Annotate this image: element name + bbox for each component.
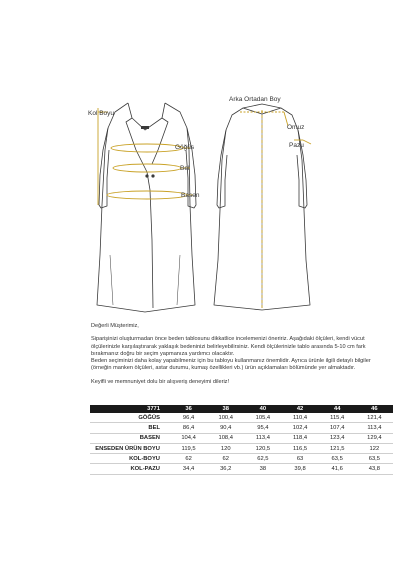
table-cell: 95,4 bbox=[244, 423, 281, 433]
table-cell: 116,5 bbox=[281, 443, 318, 453]
gogus-guide bbox=[111, 144, 183, 152]
note-greeting: Değerli Müşterimiz, bbox=[91, 323, 139, 329]
table-row bbox=[90, 423, 393, 433]
table-cell: 122 bbox=[356, 443, 393, 453]
table-cell: 86,4 bbox=[170, 423, 207, 433]
label-pazu: Pazu bbox=[289, 142, 304, 149]
table-cell: 123,4 bbox=[319, 433, 356, 443]
table-row bbox=[90, 433, 393, 443]
table-cell: 105,4 bbox=[244, 413, 281, 423]
table-cell: 107,4 bbox=[319, 423, 356, 433]
table-cell: 120,5 bbox=[244, 443, 281, 453]
table-row bbox=[90, 454, 393, 464]
table-cell: 118,4 bbox=[281, 433, 318, 443]
note-paragraph-1: Siparişinizi oluşturmadan önce beden tablosunu dikkatlice incelemenizi öneririz. Aşağıdaki ölçüleri, kendi vücut ölçülerinizle karşılaştırarak yaklaşık bedeninizi belirleyebilirsiniz. Kendi ölçülerinizle tablo arasında 5-10 cm fark bırakmanız doğru bir seçim yapmanıza yardımcı olacaktır. bbox=[91, 336, 366, 357]
table-cell: 113,4 bbox=[356, 423, 393, 433]
table-cell: 110,4 bbox=[281, 413, 318, 423]
table-cell: 102,4 bbox=[281, 423, 318, 433]
front-measurement-guides bbox=[98, 108, 193, 205]
header-size: 42 bbox=[281, 405, 318, 413]
table-cell: 63,5 bbox=[319, 454, 356, 464]
basen-guide bbox=[107, 191, 187, 199]
row-label: KOL-BOYU bbox=[90, 454, 170, 464]
table-cell: 63,5 bbox=[356, 454, 393, 464]
row-label: BASEN bbox=[90, 433, 170, 443]
size-chart-table bbox=[90, 405, 393, 475]
table-row bbox=[90, 464, 393, 474]
row-label: ENSEDEN ÜRÜN BOYU bbox=[90, 443, 170, 453]
table-cell: 62 bbox=[207, 454, 244, 464]
table-row bbox=[90, 413, 393, 423]
row-label: GÖĞÜS bbox=[90, 413, 170, 423]
label-basen: Basen bbox=[181, 192, 200, 199]
front-closure-line bbox=[147, 172, 153, 308]
size-chart-header-row bbox=[90, 405, 393, 413]
table-cell: 96,4 bbox=[170, 413, 207, 423]
table-cell: 129,4 bbox=[356, 433, 393, 443]
table-cell: 113,4 bbox=[244, 433, 281, 443]
label-gogus: Göğüs bbox=[175, 144, 195, 151]
table-cell: 36,2 bbox=[207, 464, 244, 474]
table-cell: 39,8 bbox=[281, 464, 318, 474]
table-cell: 38 bbox=[244, 464, 281, 474]
header-model-code: 3771 bbox=[90, 405, 170, 413]
table-cell: 121,5 bbox=[319, 443, 356, 453]
row-label: BEL bbox=[90, 423, 170, 433]
front-lapel-tab bbox=[141, 126, 149, 129]
table-cell: 63 bbox=[281, 454, 318, 464]
table-cell: 121,4 bbox=[356, 413, 393, 423]
label-kol-boyu: Kol Boyu bbox=[88, 110, 115, 117]
table-cell: 90,4 bbox=[207, 423, 244, 433]
table-cell: 41,6 bbox=[319, 464, 356, 474]
bel-guide bbox=[113, 164, 181, 172]
back-measurement-guides bbox=[240, 110, 311, 310]
front-button-1 bbox=[151, 174, 154, 177]
table-cell: 104,4 bbox=[170, 433, 207, 443]
table-cell: 62 bbox=[170, 454, 207, 464]
table-row bbox=[90, 443, 393, 453]
label-omuz: Omuz bbox=[287, 124, 305, 131]
header-size: 38 bbox=[207, 405, 244, 413]
front-lapel-right bbox=[152, 103, 168, 164]
customer-note bbox=[91, 323, 391, 386]
header-size: 46 bbox=[356, 405, 393, 413]
coat-front-view bbox=[97, 103, 196, 312]
table-cell: 108,4 bbox=[207, 433, 244, 443]
label-arka-ortadan-boy: Arka Ortadan Boy bbox=[229, 96, 281, 103]
table-cell: 62,5 bbox=[244, 454, 281, 464]
note-closing: Keyifli ve memnuniyet dolu bir alışveriş deneyimi dileriz! bbox=[91, 378, 230, 385]
header-size: 40 bbox=[244, 405, 281, 413]
note-paragraph-2: Beden seçiminizi daha kolay yapabilmeniz için bu tabloyu kullanmanız önemlidir. Ayrıca ürünle ilgili detaylı bilgiler (örneğin manken ölçüleri, astar durumu, kumaş özellikleri vb.) ürün açıklamaları bölümünde yer almaktadır. bbox=[91, 358, 371, 372]
header-size: 36 bbox=[170, 405, 207, 413]
table-cell: 119,5 bbox=[170, 443, 207, 453]
table-cell: 120 bbox=[207, 443, 244, 453]
pazu-leader bbox=[303, 140, 311, 144]
front-lapel-left bbox=[126, 103, 147, 172]
table-cell: 100,4 bbox=[207, 413, 244, 423]
table-cell: 43,8 bbox=[356, 464, 393, 474]
row-label: KOL-PAZU bbox=[90, 464, 170, 474]
header-size: 44 bbox=[319, 405, 356, 413]
table-cell: 34,4 bbox=[170, 464, 207, 474]
front-hem-slit bbox=[110, 255, 180, 305]
table-cell: 115,4 bbox=[319, 413, 356, 423]
label-bel: Bel bbox=[180, 165, 190, 172]
front-button-2 bbox=[145, 174, 148, 177]
